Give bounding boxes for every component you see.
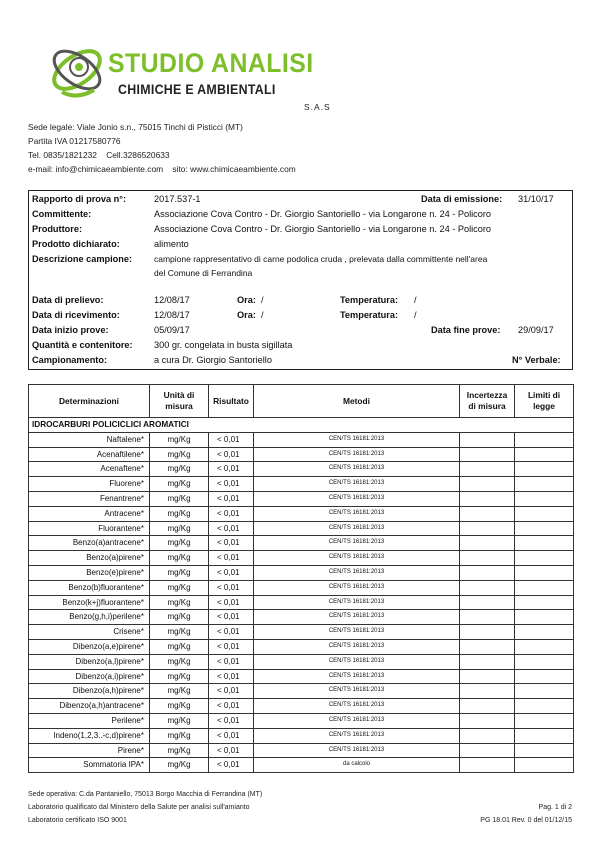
method-cell: CEN/TS 16181:2013 [254, 506, 460, 521]
table-row [29, 506, 574, 521]
method-cell: CEN/TS 16181:2013 [254, 625, 460, 640]
logo-title: STUDIO ANALISI [108, 48, 314, 78]
determination-cell: Benzo(k+j)fluorantene* [29, 595, 150, 610]
limit-cell [515, 521, 574, 536]
verbale-label: N° Verbale: [512, 355, 561, 365]
unit-cell: mg/Kg [150, 758, 209, 773]
result-cell: < 0,01 [209, 684, 254, 699]
uncertainty-cell [460, 669, 515, 684]
limit-cell [515, 669, 574, 684]
table-row [29, 699, 574, 714]
determination-cell: Antracene* [29, 506, 150, 521]
result-cell: < 0,01 [209, 595, 254, 610]
method-cell: CEN/TS 16181:2013 [254, 477, 460, 492]
company-suffix: S.A.S [304, 102, 331, 112]
uncertainty-cell [460, 758, 515, 773]
sample-description-line2: del Comune di Ferrandina [154, 268, 253, 278]
determination-cell: Perilene* [29, 713, 150, 728]
company-address: Sede legale: Viale Jonio s.n., 75015 Tinchi di Pisticci (MT) [28, 122, 243, 132]
test-end-date: 29/09/17 [518, 325, 554, 335]
uncertainty-cell [460, 699, 515, 714]
table-row [29, 669, 574, 684]
unit-cell: mg/Kg [150, 477, 209, 492]
method-cell: CEN/TS 16181:2013 [254, 728, 460, 743]
test-start-label: Data inizio prove: [32, 325, 109, 335]
uncertainty-cell [460, 684, 515, 699]
receipt-time-label: Ora: [237, 310, 256, 320]
issue-date: 31/10/17 [518, 194, 554, 204]
limit-cell [515, 565, 574, 580]
receipt-date-label: Data di ricevimento: [32, 310, 120, 320]
limit-cell [515, 536, 574, 551]
table-row [29, 521, 574, 536]
unit-cell: mg/Kg [150, 669, 209, 684]
result-cell: < 0,01 [209, 699, 254, 714]
header-unit: Unità di misura [150, 385, 209, 418]
table-header-row [29, 385, 574, 418]
unit-cell: mg/Kg [150, 536, 209, 551]
unit-cell: mg/Kg [150, 565, 209, 580]
unit-cell: mg/Kg [150, 491, 209, 506]
result-cell: < 0,01 [209, 580, 254, 595]
determination-cell: Benzo(g,h,i)perilene* [29, 610, 150, 625]
uncertainty-cell [460, 462, 515, 477]
determination-cell: Benzo(e)pirene* [29, 565, 150, 580]
limit-cell [515, 477, 574, 492]
header-determinations: Determinazioni [29, 385, 150, 418]
determination-cell: Pirene* [29, 743, 150, 758]
method-cell: CEN/TS 16181:2013 [254, 684, 460, 699]
determination-cell: Benzo(a)antracene* [29, 536, 150, 551]
method-cell: CEN/TS 16181:2013 [254, 551, 460, 566]
result-cell: < 0,01 [209, 491, 254, 506]
unit-cell: mg/Kg [150, 506, 209, 521]
client-value: Associazione Cova Contro - Dr. Giorgio Santoriello - via Longarone n. 24 - Policoro [154, 209, 492, 219]
unit-cell: mg/Kg [150, 521, 209, 536]
table-row [29, 684, 574, 699]
limit-cell [515, 580, 574, 595]
table-row [29, 743, 574, 758]
section-row [29, 418, 574, 433]
table-row [29, 491, 574, 506]
sampling-date: 12/08/17 [154, 295, 190, 305]
limit-cell [515, 625, 574, 640]
table-row [29, 654, 574, 669]
determination-cell: Dibenzo(a,l)pirene* [29, 654, 150, 669]
receipt-date: 12/08/17 [154, 310, 190, 320]
sampling-value: a cura Dr. Giorgio Santoriello [154, 355, 272, 365]
limit-cell [515, 610, 574, 625]
limit-cell [515, 713, 574, 728]
result-cell: < 0,01 [209, 639, 254, 654]
results-table [28, 384, 574, 773]
result-cell: < 0,01 [209, 432, 254, 447]
result-cell: < 0,01 [209, 565, 254, 580]
uncertainty-cell [460, 625, 515, 640]
header-methods: Metodi [254, 385, 460, 418]
footer-certification: Laboratorio certificato ISO 9001 [28, 817, 127, 824]
result-cell: < 0,01 [209, 743, 254, 758]
company-phones: Tel. 0835/1821232 Cell.3286520633 [28, 150, 170, 160]
determination-cell: Fluorene* [29, 477, 150, 492]
table-row [29, 462, 574, 477]
quantity-label: Quantità e contenitore: [32, 340, 133, 350]
uncertainty-cell [460, 654, 515, 669]
determination-cell: Fluorantene* [29, 521, 150, 536]
determination-cell: Naftalene* [29, 432, 150, 447]
uncertainty-cell [460, 506, 515, 521]
uncertainty-cell [460, 491, 515, 506]
result-cell: < 0,01 [209, 551, 254, 566]
uncertainty-cell [460, 743, 515, 758]
header-uncertainty: Incertezza di misura [460, 385, 515, 418]
method-cell: CEN/TS 16181:2013 [254, 639, 460, 654]
company-vat: Partita IVA 01217580776 [28, 136, 121, 146]
table-row [29, 551, 574, 566]
unit-cell: mg/Kg [150, 462, 209, 477]
client-label: Committente: [32, 209, 92, 219]
sampling-time-label: Ora: [237, 295, 256, 305]
result-cell: < 0,01 [209, 758, 254, 773]
determination-cell: Dibenzo(a,i)pirene* [29, 669, 150, 684]
determination-cell: Dibenzo(a,e)pirene* [29, 639, 150, 654]
unit-cell: mg/Kg [150, 713, 209, 728]
page-number: Pag. 1 di 2 [538, 804, 572, 811]
determination-cell: Indeno(1,2,3..-c,d)pirene* [29, 728, 150, 743]
uncertainty-cell [460, 580, 515, 595]
uncertainty-cell [460, 728, 515, 743]
uncertainty-cell [460, 432, 515, 447]
limit-cell [515, 432, 574, 447]
determination-cell: Dibenzo(a,h)antracene* [29, 699, 150, 714]
method-cell: CEN/TS 16181:2013 [254, 432, 460, 447]
result-cell: < 0,01 [209, 713, 254, 728]
result-cell: < 0,01 [209, 462, 254, 477]
limit-cell [515, 595, 574, 610]
table-row [29, 447, 574, 462]
company-logo-icon [48, 34, 106, 100]
sampling-time: / [261, 295, 264, 305]
unit-cell: mg/Kg [150, 551, 209, 566]
document-revision: PG 18.01 Rev. 0 del 01/12/15 [480, 817, 572, 824]
uncertainty-cell [460, 610, 515, 625]
sampling-temperature-label: Temperatura: [340, 295, 399, 305]
result-cell: < 0,01 [209, 610, 254, 625]
unit-cell: mg/Kg [150, 580, 209, 595]
unit-cell: mg/Kg [150, 743, 209, 758]
method-cell: CEN/TS 16181:2013 [254, 699, 460, 714]
determination-cell: Benzo(b)fluorantene* [29, 580, 150, 595]
report-number: 2017.537-1 [154, 194, 201, 204]
limit-cell [515, 462, 574, 477]
uncertainty-cell [460, 477, 515, 492]
limit-cell [515, 758, 574, 773]
method-cell: CEN/TS 16181:2013 [254, 536, 460, 551]
determination-cell: Acenaftene* [29, 462, 150, 477]
unit-cell: mg/Kg [150, 684, 209, 699]
determination-cell: Acenaftilene* [29, 447, 150, 462]
uncertainty-cell [460, 521, 515, 536]
result-cell: < 0,01 [209, 506, 254, 521]
sampling-date-label: Data di prelievo: [32, 295, 104, 305]
receipt-temperature: / [414, 310, 417, 320]
result-cell: < 0,01 [209, 669, 254, 684]
receipt-time: / [261, 310, 264, 320]
result-cell: < 0,01 [209, 728, 254, 743]
receipt-temperature-label: Temperatura: [340, 310, 399, 320]
method-cell: CEN/TS 16181:2013 [254, 521, 460, 536]
method-cell: CEN/TS 16181:2013 [254, 595, 460, 610]
product-label: Prodotto dichiarato: [32, 239, 120, 249]
producer-value: Associazione Cova Contro - Dr. Giorgio Santoriello - via Longarone n. 24 - Policoro [154, 224, 492, 234]
unit-cell: mg/Kg [150, 610, 209, 625]
limit-cell [515, 684, 574, 699]
unit-cell: mg/Kg [150, 595, 209, 610]
determination-cell: Crisene* [29, 625, 150, 640]
table-row [29, 477, 574, 492]
limit-cell [515, 506, 574, 521]
report-header-box [28, 190, 573, 370]
method-cell: CEN/TS 16181:2013 [254, 447, 460, 462]
limit-cell [515, 654, 574, 669]
header-limits: Limiti di legge [515, 385, 574, 418]
unit-cell: mg/Kg [150, 728, 209, 743]
method-cell: CEN/TS 16181:2013 [254, 491, 460, 506]
uncertainty-cell [460, 595, 515, 610]
test-start-date: 05/09/17 [154, 325, 190, 335]
limit-cell [515, 743, 574, 758]
sampling-temperature: / [414, 295, 417, 305]
table-row [29, 758, 574, 773]
result-cell: < 0,01 [209, 521, 254, 536]
limit-cell [515, 491, 574, 506]
company-contacts: e-mail: info@chimicaeambiente.com sito: www.chimicaeambiente.com [28, 164, 296, 174]
method-cell: da calcolo [254, 758, 460, 773]
limit-cell [515, 639, 574, 654]
table-row [29, 639, 574, 654]
quantity-value: 300 gr. congelata in busta sigillata [154, 340, 293, 350]
method-cell: CEN/TS 16181:2013 [254, 565, 460, 580]
uncertainty-cell [460, 713, 515, 728]
unit-cell: mg/Kg [150, 432, 209, 447]
table-row [29, 728, 574, 743]
result-cell: < 0,01 [209, 447, 254, 462]
issue-date-label: Data di emissione: [421, 194, 503, 204]
uncertainty-cell [460, 565, 515, 580]
unit-cell: mg/Kg [150, 639, 209, 654]
sample-description-line1: campione rappresentativo di carne podolica cruda , prelevata dalla committente nell'area [154, 254, 488, 264]
unit-cell: mg/Kg [150, 654, 209, 669]
method-cell: CEN/TS 16181:2013 [254, 462, 460, 477]
uncertainty-cell [460, 639, 515, 654]
limit-cell [515, 728, 574, 743]
test-end-label: Data fine prove: [431, 325, 501, 335]
section-title: IDROCARBURI POLICICLICI AROMATICI [29, 418, 574, 433]
determination-cell: Dibenzo(a,h)pirene* [29, 684, 150, 699]
table-row [29, 580, 574, 595]
result-cell: < 0,01 [209, 477, 254, 492]
result-cell: < 0,01 [209, 625, 254, 640]
producer-label: Produttore: [32, 224, 83, 234]
product-value: alimento [154, 239, 189, 249]
method-cell: CEN/TS 16181:2013 [254, 610, 460, 625]
footer-qualification: Laboratorio qualificato dal Ministero della Salute per analisi sull'amianto [28, 804, 250, 811]
report-number-label: Rapporto di prova n°: [32, 194, 127, 204]
result-cell: < 0,01 [209, 536, 254, 551]
table-row [29, 595, 574, 610]
method-cell: CEN/TS 16181:2013 [254, 669, 460, 684]
sample-description-label: Descrizione campione: [32, 254, 133, 264]
method-cell: CEN/TS 16181:2013 [254, 580, 460, 595]
table-row [29, 610, 574, 625]
method-cell: CEN/TS 16181:2013 [254, 743, 460, 758]
table-row [29, 432, 574, 447]
footer-operational-site: Sede operativa: C.da Pantaniello, 75013 Borgo Macchia di Ferrandina (MT) [28, 791, 263, 798]
method-cell: CEN/TS 16181:2013 [254, 654, 460, 669]
limit-cell [515, 699, 574, 714]
sampling-label: Campionamento: [32, 355, 108, 365]
result-cell: < 0,01 [209, 654, 254, 669]
uncertainty-cell [460, 536, 515, 551]
determination-cell: Benzo(a)pirene* [29, 551, 150, 566]
table-row [29, 536, 574, 551]
determination-cell: Fenantrene* [29, 491, 150, 506]
header-result: Risultato [209, 385, 254, 418]
table-row [29, 713, 574, 728]
limit-cell [515, 551, 574, 566]
unit-cell: mg/Kg [150, 699, 209, 714]
logo-subtitle: CHIMICHE E AMBIENTALI [118, 82, 276, 97]
table-row [29, 565, 574, 580]
method-cell: CEN/TS 16181:2013 [254, 713, 460, 728]
unit-cell: mg/Kg [150, 447, 209, 462]
unit-cell: mg/Kg [150, 625, 209, 640]
uncertainty-cell [460, 551, 515, 566]
table-row [29, 625, 574, 640]
uncertainty-cell [460, 447, 515, 462]
limit-cell [515, 447, 574, 462]
determination-cell: Sommatoria IPA* [29, 758, 150, 773]
